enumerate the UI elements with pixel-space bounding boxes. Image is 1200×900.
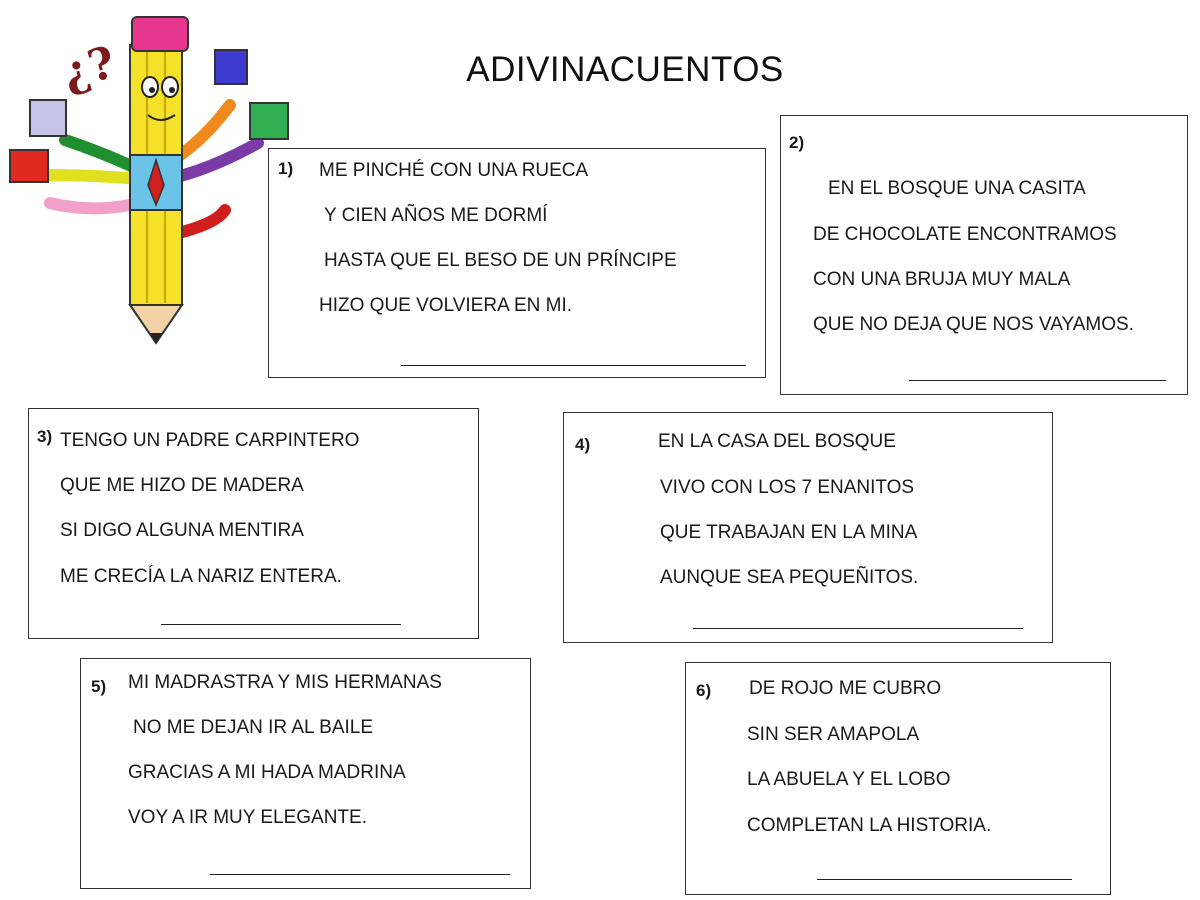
riddle-number: 4)	[575, 435, 591, 454]
answer-line[interactable]	[210, 874, 510, 875]
question-marks-icon: ¿?	[57, 36, 121, 100]
riddle-line: GRACIAS A MI HADA MADRINA	[128, 762, 406, 783]
riddle-line: SIN SER AMAPOLA	[747, 724, 920, 745]
riddle-line: LA ABUELA Y EL LOBO	[747, 769, 951, 790]
riddle-line: COMPLETAN LA HISTORIA.	[747, 815, 992, 836]
answer-line[interactable]	[401, 365, 746, 366]
riddle-line: ME CRECÍA LA NARIZ ENTERA.	[60, 566, 342, 587]
answer-line[interactable]	[817, 879, 1072, 880]
riddle-line: CON UNA BRUJA MUY MALA	[813, 269, 1071, 290]
riddle-card-6	[685, 662, 1111, 895]
page-title: ADIVINACUENTOS	[466, 50, 784, 89]
riddle-card-4	[563, 412, 1053, 643]
riddle-line: ME PINCHÉ CON UNA RUECA	[319, 160, 589, 181]
riddle-card-1	[268, 148, 766, 378]
answer-line[interactable]	[693, 628, 1023, 629]
riddle-number: 5)	[91, 677, 107, 696]
pencil-mascot-icon	[0, 5, 300, 350]
riddle-line: NO ME DEJAN IR AL BAILE	[133, 717, 374, 738]
riddle-line: QUE NO DEJA QUE NOS VAYAMOS.	[813, 314, 1134, 335]
riddle-card-5	[80, 658, 531, 889]
riddle-line: Y CIEN AÑOS ME DORMÍ	[324, 205, 548, 226]
riddle-line: DE CHOCOLATE ENCONTRAMOS	[813, 224, 1117, 245]
riddle-line: QUE ME HIZO DE MADERA	[60, 475, 304, 496]
riddle-line: HIZO QUE VOLVIERA EN MI.	[319, 295, 573, 316]
riddle-line: HASTA QUE EL BESO DE UN PRÍNCIPE	[324, 250, 677, 271]
riddle-line: AUNQUE SEA PEQUEÑITOS.	[660, 567, 919, 588]
riddle-line: EN EL BOSQUE UNA CASITA	[828, 178, 1086, 199]
riddle-card-2	[780, 115, 1188, 395]
riddle-line: VIVO CON LOS 7 ENANITOS	[660, 477, 915, 498]
riddle-line: VOY A IR MUY ELEGANTE.	[128, 807, 367, 828]
riddle-line: SI DIGO ALGUNA MENTIRA	[60, 520, 304, 541]
riddle-number: 2)	[789, 133, 805, 152]
riddle-line: QUE TRABAJAN EN LA MINA	[660, 522, 918, 543]
riddle-number: 3)	[37, 427, 53, 446]
riddle-card-3	[28, 408, 479, 639]
answer-line[interactable]	[161, 624, 401, 625]
riddle-line: EN LA CASA DEL BOSQUE	[658, 431, 896, 452]
riddle-number: 6)	[696, 681, 712, 700]
riddle-line: TENGO UN PADRE CARPINTERO	[60, 430, 360, 451]
color-block-icon	[30, 100, 66, 136]
riddle-line: DE ROJO ME CUBRO	[749, 678, 942, 699]
riddle-line: MI MADRASTRA Y MIS HERMANAS	[128, 672, 442, 693]
riddle-number: 1)	[278, 159, 294, 178]
answer-line[interactable]	[909, 380, 1166, 381]
